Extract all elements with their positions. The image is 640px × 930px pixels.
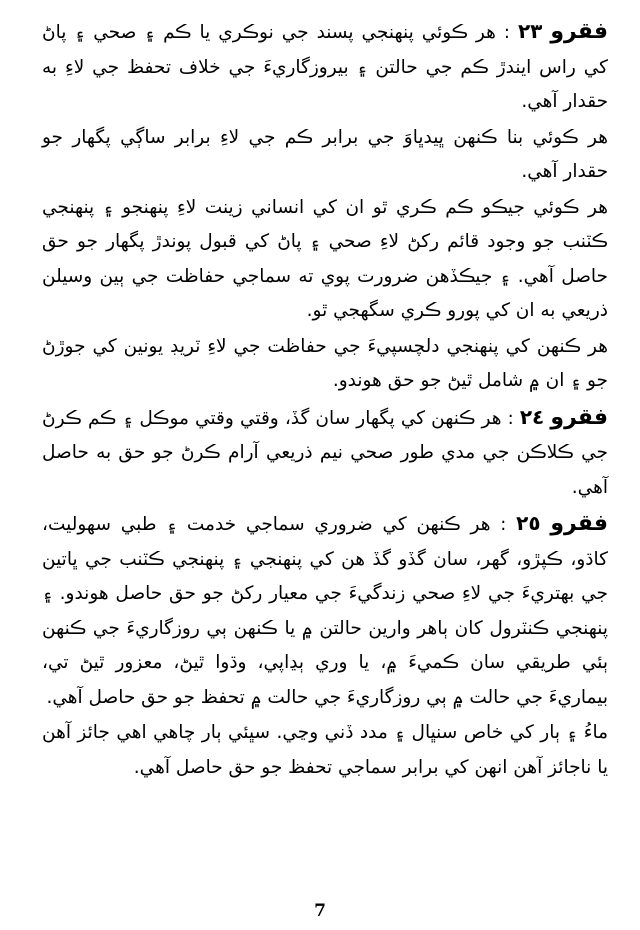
article-heading: فقرو bbox=[550, 404, 608, 430]
paragraph-text: هر ڪوئي پنهنجي پسند جي نوڪري يا ڪم ۽ صحي ۽ پاڻ کي راس ايندڙ ڪم جي حالتن ۽ بيروزگاريءَ جي خلاف تحفظ جي لاءِ به حقدار آهي. bbox=[42, 22, 608, 112]
paragraph-text: هر ڪنهن کي پگهار سان گڏ، وقتي وقتي موڪل ۽ ڪم ڪرڻ جي ڪلاڪن جي مدي طور صحي نيم ذريعي آرام ڪرڻ جو حق به حاصل آهي. bbox=[42, 407, 608, 498]
paragraph-text: هر ڪنهن کي ضروري سماجي خدمت ۽ طبي سهوليت، کاڌو، ڪپڙو، گهر، سان گڏو گڏ هن کي پنهنجي ۽ پنهنجي ڪٽنب جي ڀاتين جي بهتريءَ جي لاءِ صحي زندگيءَ جي معيار رکڻ جو حق حاصل هوندو. ۽ پنهنجي ڪنٽرول کان ٻاهر وارين حالتن ۾ يا ڪنهن ٻي روزگاريءَ جي ڪنهن ٻئي طريقي سان ڪميءَ ۾، يا وري ٻڍاپي، وڌوا ٿيڻ، معزور ٿيڻ تي، بيماريءَ جي حالت ۾ ٻي روزگاريءَ جي حالت ۾ تحفظ جو حق حاصل آهي. bbox=[42, 514, 608, 708]
paragraph-text: هر ڪنهن کي پنهنجي دلچسپيءَ جي حفاظت جي لاءِ ٽريڊ يونين کي جوڙڻ جو ۽ ان ۾ شامل ٿيڻ جو حق هوندو. bbox=[42, 335, 608, 391]
paragraph-article-25 bbox=[42, 506, 608, 715]
paragraph-trade-union bbox=[42, 330, 608, 399]
article-heading: فقرو bbox=[550, 511, 608, 536]
article-number: ٢٤ bbox=[519, 404, 545, 429]
paragraph-text: هر ڪوئي بنا ڪنهن ڀيدڀاوَ جي برابر ڪم جي لاءِ برابر ساڳي پگهار جو حقدار آهي. bbox=[42, 126, 608, 182]
paragraph-mother-child bbox=[42, 716, 608, 785]
body-text bbox=[42, 14, 608, 786]
page-number: 7 bbox=[314, 901, 326, 921]
article-number: ٢٣ bbox=[517, 19, 543, 43]
paragraph-article-24 bbox=[42, 400, 608, 506]
heading-colon: : bbox=[503, 22, 510, 43]
article-heading: فقرو bbox=[550, 19, 608, 44]
heading-colon: : bbox=[500, 514, 507, 535]
paragraph-fair-wage bbox=[42, 191, 608, 329]
paragraph-text: هر ڪوئي جيڪو ڪم ڪري ٿو ان کي انساني زينت لاءِ پنهنجو ۽ پنهنجي ڪٽنب جو وجود قائم رکڻ لاءِ صحي ۽ پاڻ کي قبول پوندڙ پگهار جو حق حاصل آهي. ۽ جيڪڏهن ضرورت پوي ته سماجي حفاظت جي ٻين وسيلن ذريعي به ان کي پورو ڪري سگهجي ٿو. bbox=[42, 196, 608, 321]
paragraph-text: ماءُ ۽ ٻار کي خاص سنڀال ۽ مدد ڏني وڃي. سڀئي ٻار چاهي اهي جائز آهن يا ناجائز آهن انهن کي برابر سماجي تحفظ جو حق حاصل آهي. bbox=[42, 722, 608, 778]
article-number: ٢٥ bbox=[516, 511, 541, 535]
paragraph-article-23 bbox=[42, 14, 608, 120]
paragraph-equal-pay bbox=[42, 121, 608, 190]
heading-colon: : bbox=[507, 407, 514, 429]
